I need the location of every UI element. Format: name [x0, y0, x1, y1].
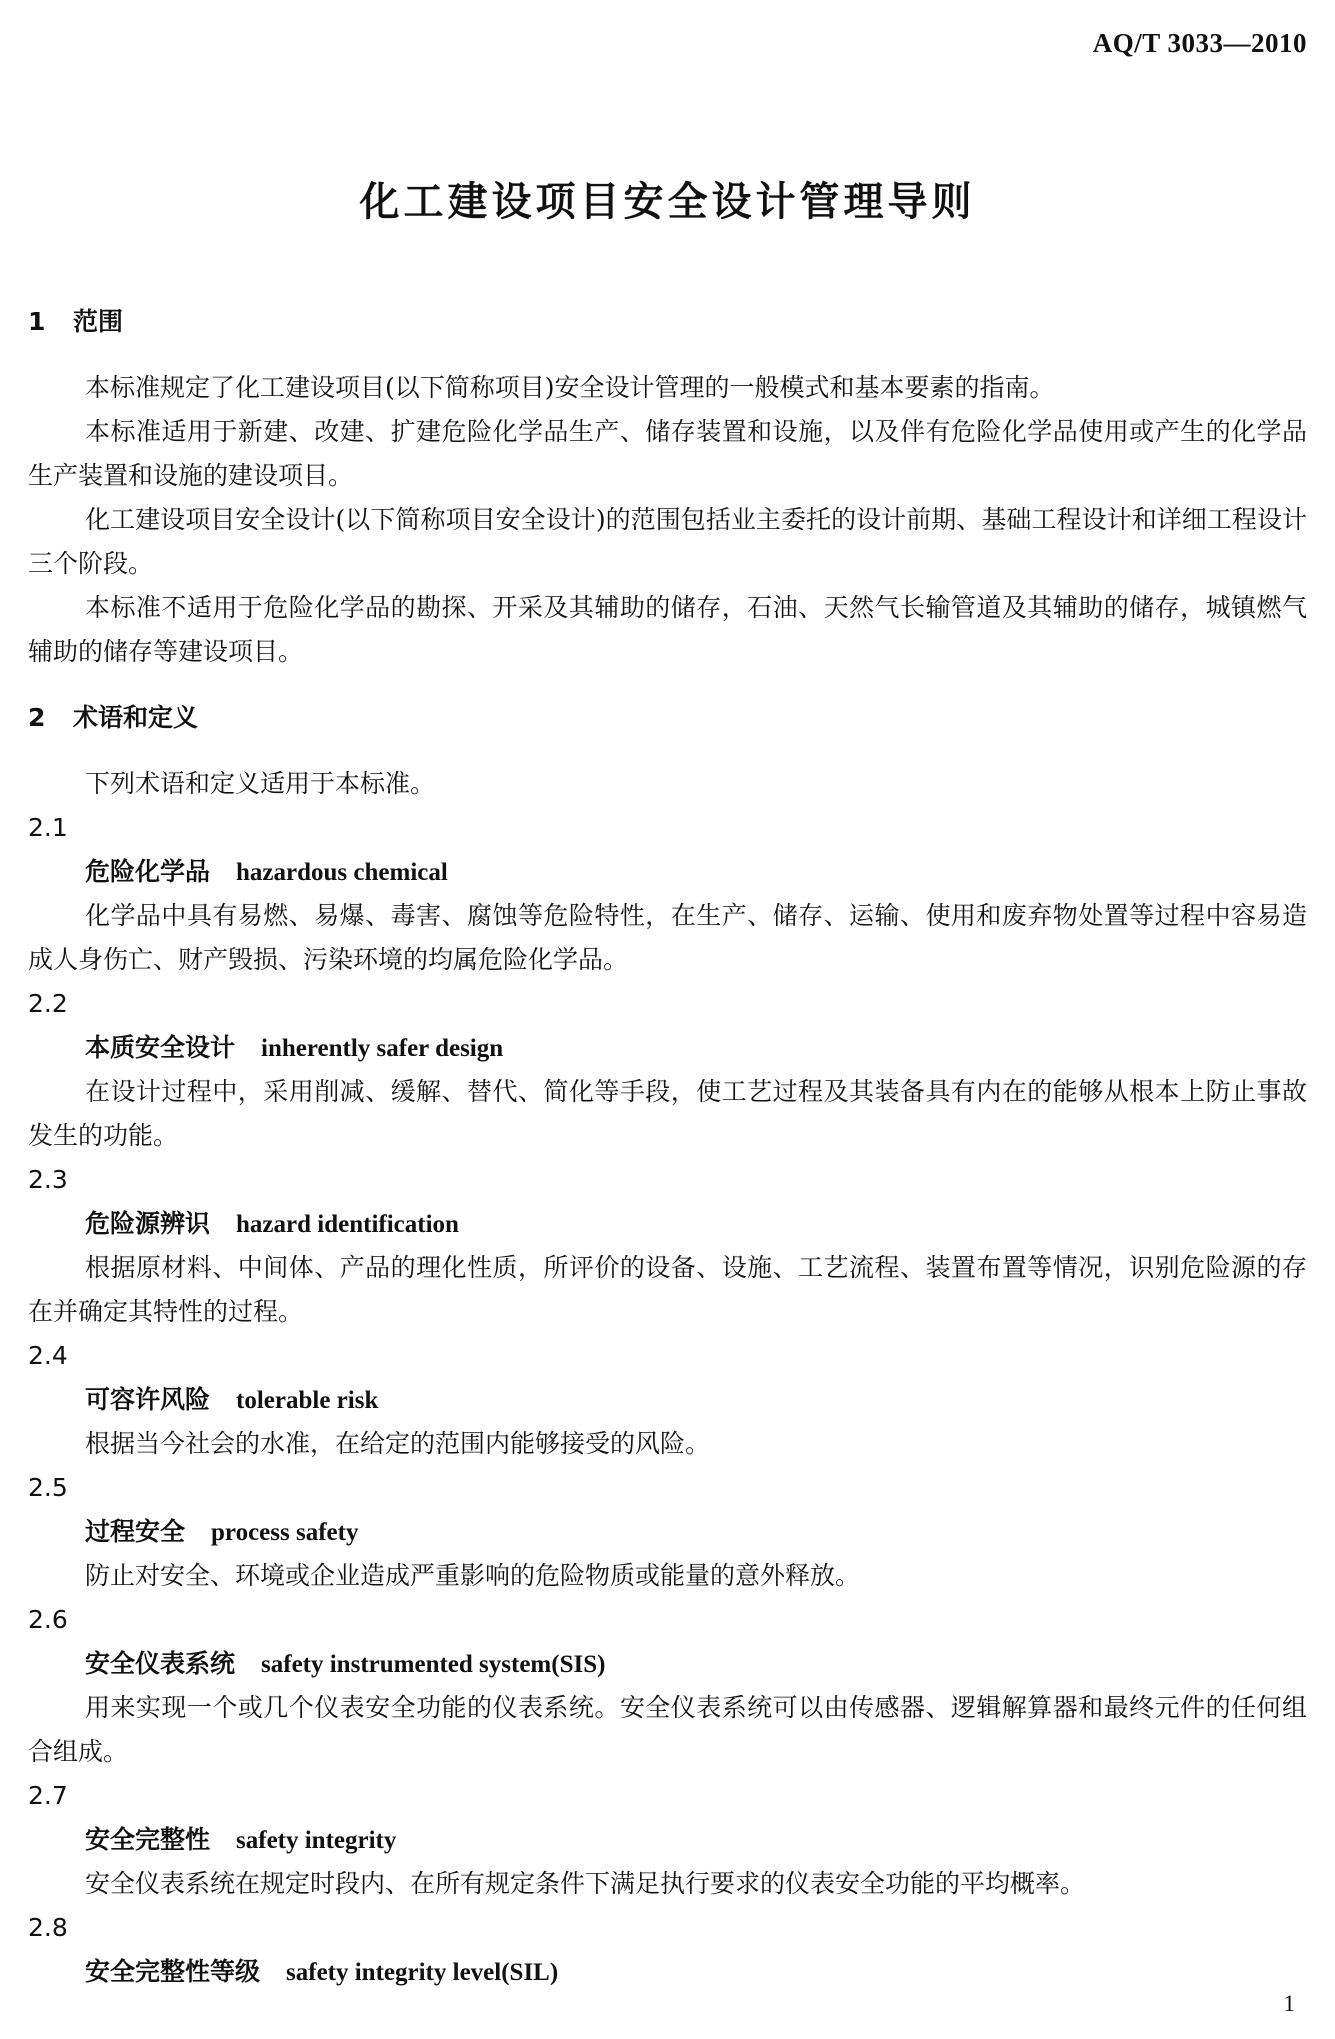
term-en: tolerable risk [236, 1387, 379, 1414]
section-title: 范围 [73, 307, 124, 336]
page-number: 1 [1283, 1991, 1295, 2016]
section-title: 术语和定义 [73, 703, 199, 732]
term-heading [28, 1202, 1307, 1246]
term-en: process safety [211, 1519, 359, 1546]
section-number: 2 [28, 703, 46, 732]
term-definition: 根据当今社会的水准，在给定的范围内能够接受的风险。 [85, 1429, 711, 1458]
section-2-heading [28, 696, 1307, 740]
term-definition: 安全仪表系统在规定时段内、在所有规定条件下满足执行要求的仪表安全功能的平均概率。 [85, 1869, 1086, 1898]
clause-number: 2.5 [28, 1473, 68, 1502]
clause-number: 2.1 [28, 813, 68, 842]
term-en: hazard identification [236, 1211, 459, 1238]
term-en: safety integrity [236, 1827, 397, 1854]
term-heading [28, 1510, 1307, 1554]
clause-number: 2.8 [28, 1913, 68, 1942]
term-definition: 根据原材料、中间体、产品的理化性质，所评价的设备、设施、工艺流程、装置布置等情况，识别危险源的存在并确定其特性的过程。 [28, 1253, 1307, 1326]
term-zh: 安全完整性 [85, 1825, 211, 1854]
clause-number: 2.7 [28, 1781, 68, 1810]
term-heading [28, 1378, 1307, 1422]
paragraph: 化工建设项目安全设计(以下简称项目安全设计)的范围包括业主委托的设计前期、基础工程设计和详细工程设计三个阶段。 [28, 505, 1307, 578]
term-definition: 防止对安全、环境或企业造成严重影响的危险物质或能量的意外释放。 [85, 1561, 861, 1590]
term-heading [28, 850, 1307, 894]
term-en: safety instrumented system(SIS) [261, 1651, 606, 1678]
paragraph: 下列术语和定义适用于本标准。 [85, 769, 436, 798]
term-heading [28, 1642, 1307, 1686]
term-zh: 安全完整性等级 [85, 1957, 261, 1986]
term-zh: 安全仪表系统 [85, 1649, 236, 1678]
clause-number: 2.2 [28, 989, 68, 1018]
paragraph: 本标准规定了化工建设项目(以下简称项目)安全设计管理的一般模式和基本要素的指南。 [85, 373, 1055, 402]
standard-code: AQ/T 3033—2010 [1092, 28, 1307, 58]
clause-number: 2.6 [28, 1605, 68, 1634]
section-1-heading [28, 300, 1307, 344]
term-definition: 用来实现一个或几个仪表安全功能的仪表系统。安全仪表系统可以由传感器、逻辑解算器和最终元件的任何组合组成。 [28, 1693, 1307, 1766]
term-en: safety integrity level(SIL) [286, 1959, 559, 1986]
term-heading [28, 1818, 1307, 1862]
section-number: 1 [28, 307, 46, 336]
term-zh: 可容许风险 [85, 1385, 211, 1414]
document-title: 化工建设项目安全设计管理导则 [359, 179, 976, 225]
term-zh: 危险源辨识 [85, 1209, 211, 1238]
clause-number: 2.4 [28, 1341, 68, 1370]
term-en: hazardous chemical [236, 859, 448, 886]
term-zh: 危险化学品 [85, 857, 211, 886]
term-zh: 过程安全 [85, 1517, 186, 1546]
term-heading [28, 1026, 1307, 1070]
term-definition: 在设计过程中，采用削减、缓解、替代、简化等手段，使工艺过程及其装备具有内在的能够从根本上防止事故发生的功能。 [28, 1077, 1307, 1150]
term-zh: 本质安全设计 [85, 1033, 236, 1062]
document-body [28, 300, 1307, 1994]
paragraph: 本标准不适用于危险化学品的勘探、开采及其辅助的储存，石油、天然气长输管道及其辅助的储存，城镇燃气辅助的储存等建设项目。 [28, 593, 1307, 666]
term-heading [28, 1950, 1307, 1994]
term-definition: 化学品中具有易燃、易爆、毒害、腐蚀等危险特性，在生产、储存、运输、使用和废弃物处置等过程中容易造成人身伤亡、财产毁损、污染环境的均属危险化学品。 [28, 901, 1307, 974]
paragraph: 本标准适用于新建、改建、扩建危险化学品生产、储存装置和设施，以及伴有危险化学品使用或产生的化学品生产装置和设施的建设项目。 [28, 417, 1307, 490]
term-en: inherently safer design [261, 1035, 504, 1062]
clause-number: 2.3 [28, 1165, 68, 1194]
